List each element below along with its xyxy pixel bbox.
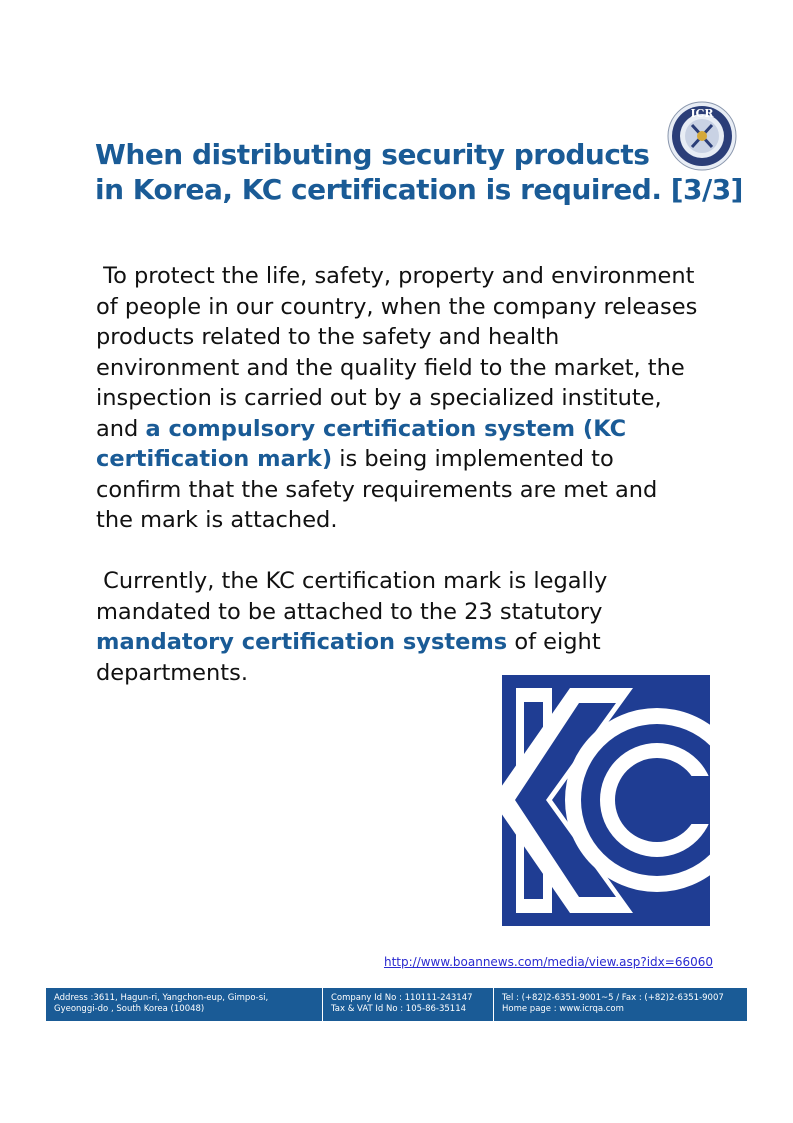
p2-text-1: Currently, the KC certification mark is legally mandated to be attached to the 23 statutory [96, 568, 608, 625]
footer-address [46, 988, 322, 1021]
footer-contact [493, 988, 747, 1021]
tax-id: Tax & VAT Id No : 105-86-35114 [331, 1004, 467, 1014]
homepage: Home page : www.icrqa.com [502, 1004, 624, 1014]
p1-highlight: a compulsory certification system (KC certification mark) [96, 415, 627, 472]
address-line-1: Address :3611, Hagun-ri, Yangchon-eup, Gimpo-si, [54, 993, 269, 1003]
p2-text-2: of eight departments. [96, 629, 601, 686]
p1-text-1: To protect the life, safety, property and environment of people in our country, when the company releases products related to the safety and health environment and the quality field to the market, the inspection is carried out by a specialized institute, and [96, 263, 698, 442]
page-title [95, 137, 743, 207]
title-line-1: When distributing security products [95, 138, 650, 171]
body-text [96, 261, 701, 719]
footer-bar [46, 988, 747, 1021]
paragraph-1 [96, 261, 701, 536]
footer-ids [322, 988, 493, 1021]
title-line-2: in Korea, KC certification is required. [3/3] [95, 173, 743, 206]
p1-text-2: is being implemented to confirm that the safety requirements are met and the mark is attached. [96, 446, 658, 533]
kc-certification-mark-icon [502, 675, 710, 926]
company-id: Company Id No : 110111-243147 [331, 993, 473, 1003]
address-line-2: Gyeonggi-do , South Korea (10048) [54, 1004, 205, 1014]
paragraph-2 [96, 566, 701, 688]
tel-fax: Tel : (+82)2-6351-9001~5 / Fax : (+82)2-6351-9007 [502, 993, 724, 1003]
source-link[interactable]: http://www.boannews.com/media/view.asp?idx=66060 [383, 955, 713, 969]
p2-highlight: mandatory certification systems [96, 629, 508, 655]
logo-text: ICR [690, 107, 714, 120]
